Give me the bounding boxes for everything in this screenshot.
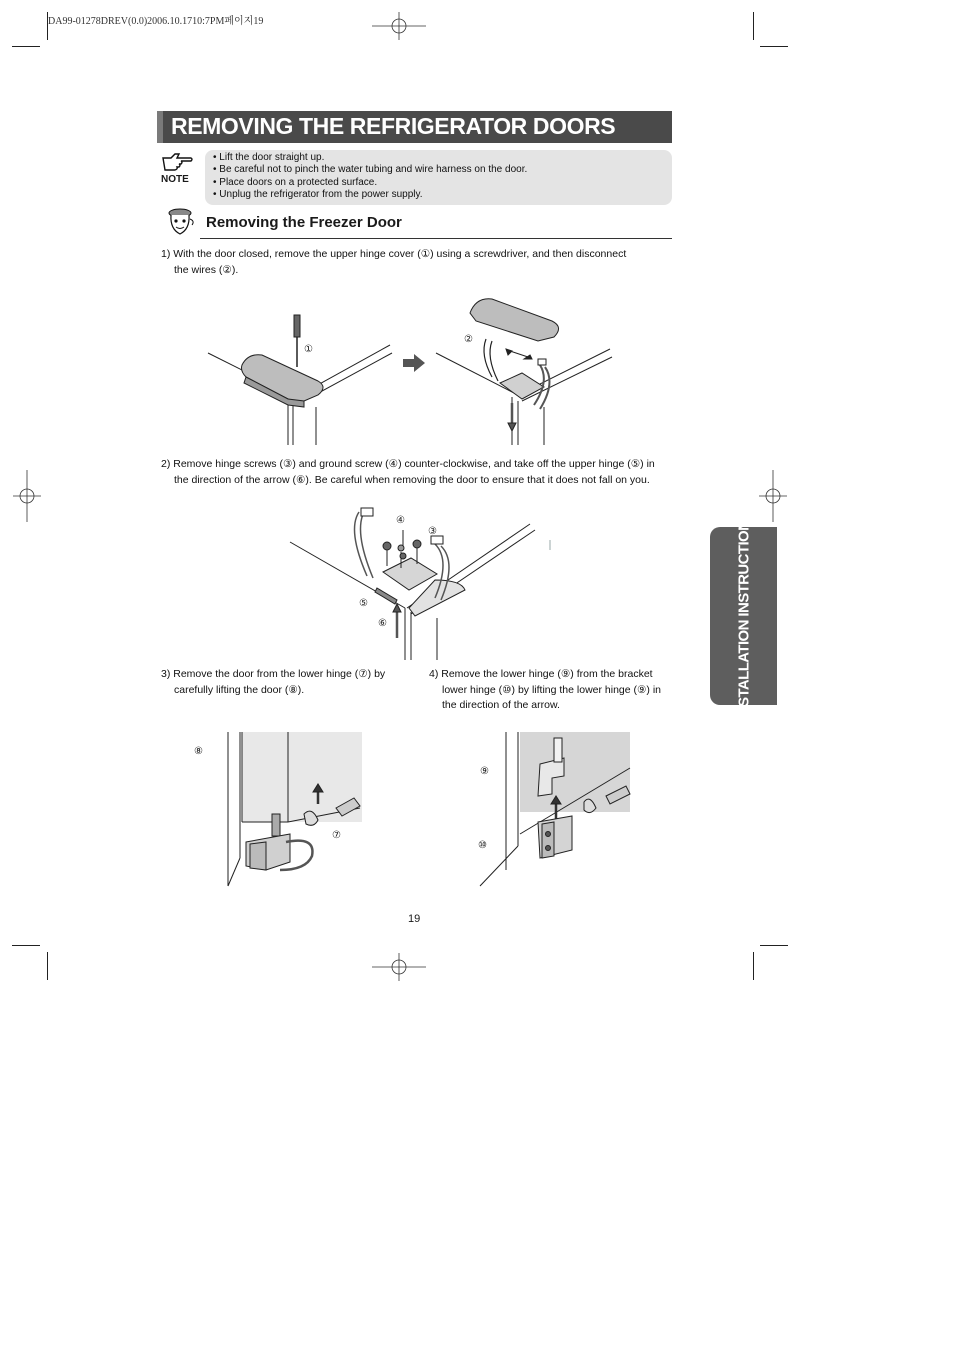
page-title: REMOVING THE REFRIGERATOR DOORS [171, 113, 616, 139]
note-item: • Unplug the refrigerator from the power supply. [213, 189, 423, 201]
upper-hinge-removal-illustration [285, 500, 555, 662]
step-text: the direction of the arrow (⑥). Be careful when removing the door to ensure that it does not fall on you. [174, 473, 650, 486]
step-text: 4) Remove the lower hinge (⑨) from the bracket [429, 668, 653, 680]
callout-4: ④ [396, 515, 405, 526]
step-text: 2) Remove hinge screws (③) and ground screw (④) counter-clockwise, and take off the upper hinge (⑤) in [161, 458, 655, 470]
step-text: 1) With the door closed, remove the upper hinge cover (①) using a screwdriver, and then disconnect [161, 248, 627, 260]
lower-hinge-bracket-illustration [476, 730, 636, 890]
section-side-tab [710, 511, 777, 721]
note-item: • Lift the door straight up. [213, 152, 325, 163]
step-2 [161, 457, 681, 488]
step-4 [429, 667, 679, 714]
callout-10: ⑩ [478, 840, 487, 851]
callout-2: ② [464, 334, 473, 345]
callout-3: ③ [428, 526, 437, 537]
page-number: 19 [408, 913, 421, 925]
callout-5: ⑤ [359, 598, 368, 609]
step-text: the direction of the arrow. [442, 699, 560, 711]
step-text: the wires (②). [174, 263, 239, 276]
callout-8: ⑧ [194, 746, 203, 757]
section-divider [200, 238, 672, 239]
callout-9: ⑨ [480, 766, 489, 777]
printer-header: DA99-01278DREV(0.0)2006.10.1710:7PM페이지19 [48, 16, 264, 27]
note-box [205, 150, 672, 205]
side-tab-label: INSTALLATION INSTRUCTIONS [735, 511, 752, 721]
note-item: • Be careful not to pinch the water tubing and wire harness on the door. [213, 164, 528, 176]
pointing-hand-icon [161, 152, 195, 174]
right-arrow-icon [403, 354, 425, 372]
step-3 [161, 667, 411, 698]
note-item: • Place doors on a protected surface. [213, 176, 378, 188]
step-text: lower hinge (⑩) by lifting the lower hinge (⑨) in [442, 683, 662, 696]
upper-hinge-cover-illustration [200, 295, 670, 450]
callout-6: ⑥ [378, 618, 387, 629]
inspector-face-icon [164, 207, 196, 237]
step-1 [161, 247, 671, 278]
step-text: 3) Remove the door from the lower hinge (⑦) by [161, 668, 386, 680]
section-heading: Removing the Freezer Door [206, 214, 402, 231]
note-label: NOTE [161, 174, 189, 185]
step-text: carefully lifting the door (⑧). [174, 683, 305, 696]
callout-1: ① [304, 344, 313, 355]
lower-hinge-door-illustration [220, 730, 365, 890]
title-bar [157, 111, 672, 143]
callout-7: ⑦ [332, 830, 341, 841]
